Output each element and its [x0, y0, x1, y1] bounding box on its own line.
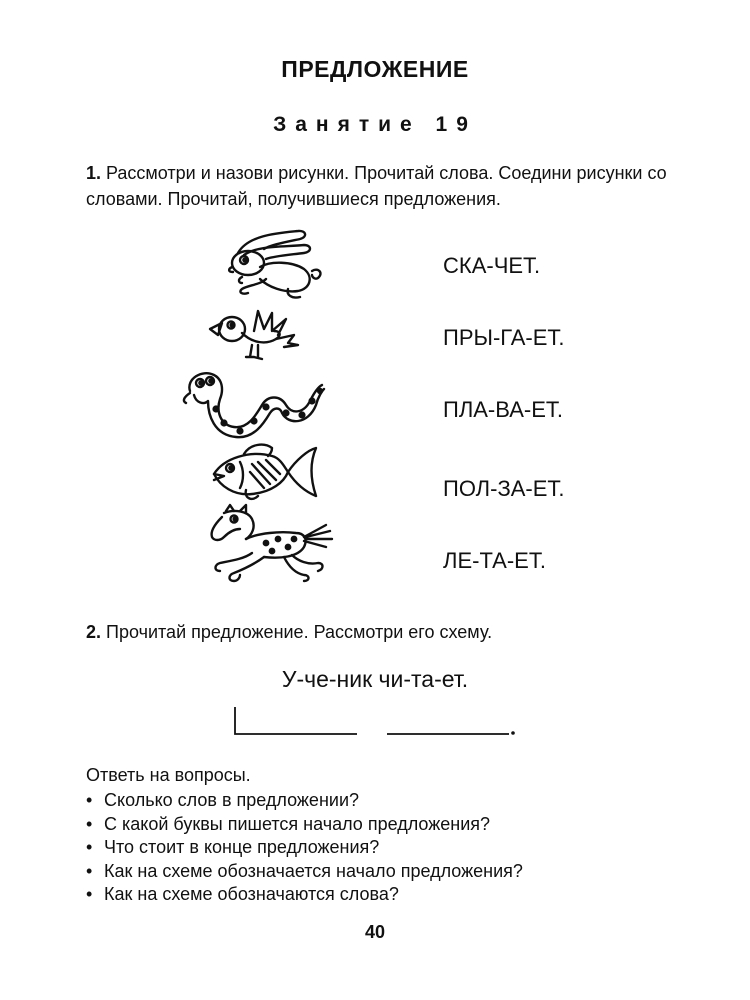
page-number: 40: [364, 922, 386, 942]
bullet: •: [86, 837, 93, 857]
word-item: ПРЫ-ГА-ЕТ.: [443, 325, 565, 350]
animal-pictures: [180, 225, 350, 590]
lesson-title: Занятие 19: [273, 113, 477, 136]
task-1-instructions: [86, 160, 686, 212]
word-item: ПЛА-ВА-ЕТ.: [443, 397, 563, 422]
questions-list: [86, 789, 523, 907]
bird-icon: [206, 305, 306, 365]
word-item: ЛЕ-ТА-ЕТ.: [443, 548, 546, 573]
questions-intro: Ответь на вопросы.: [86, 765, 251, 785]
task-1-number: 1.: [86, 163, 102, 183]
word-item: ПОЛ-ЗА-ЕТ.: [443, 476, 565, 501]
list-item: [86, 789, 523, 813]
list-item: [86, 883, 523, 907]
bullet: •: [86, 884, 93, 904]
word-item: СКА-ЧЕТ.: [443, 253, 541, 278]
snake-icon: [180, 365, 330, 445]
task-2-text: Прочитай предложение. Рассмотри его схему.: [101, 622, 493, 642]
sentence-start-mark: [235, 707, 357, 734]
bullet: •: [86, 813, 93, 834]
task-2-instructions: [86, 622, 686, 643]
question-text: Как на схеме обозначаются слова?: [104, 884, 399, 904]
question-text: Сколько слов в предложении?: [104, 790, 360, 810]
question-text: Что стоит в конце предложения?: [104, 837, 380, 857]
list-item: [86, 860, 523, 884]
horse-icon: [200, 503, 340, 588]
sentence-end-dot: [511, 731, 515, 735]
task-1-text: Рассмотри и назови рисунки. Прочитай слова. Соедини рисунки со словами. Прочитай, получившиеся предложения.: [86, 163, 667, 209]
question-text: Как на схеме обозначается начало предложения?: [104, 860, 523, 881]
sentence-scheme: [232, 705, 532, 739]
fish-icon: [210, 440, 320, 505]
task-2-number: 2.: [86, 622, 102, 642]
bullet: •: [86, 860, 93, 881]
list-item: [86, 836, 523, 860]
page-title: ПРЕДЛОЖЕНИЕ: [281, 56, 469, 82]
rabbit-icon: [208, 225, 338, 300]
question-text: С какой буквы пишется начало предложения?: [104, 813, 491, 834]
list-item: [86, 813, 523, 837]
bullet: •: [86, 790, 93, 810]
example-sentence: У-че-ник чи-та-ет.: [281, 666, 469, 692]
